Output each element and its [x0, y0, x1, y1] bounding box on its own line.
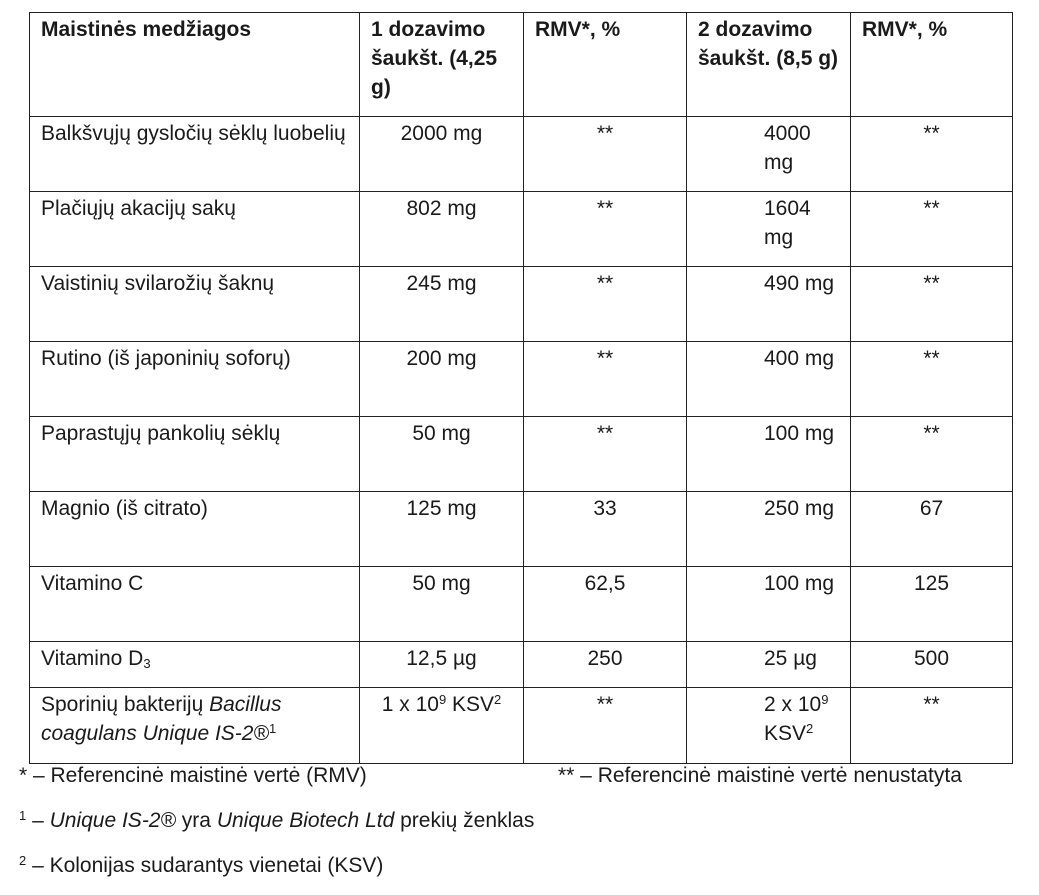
rmv-1-value: **	[524, 342, 687, 417]
table-row	[30, 417, 1013, 492]
table-row	[30, 688, 1013, 764]
dose-2-value: 250 mg	[687, 492, 851, 567]
table-row	[30, 192, 1013, 267]
footnote-1	[19, 806, 534, 835]
nutrient-name	[30, 688, 360, 764]
dose-1-value: 50 mg	[360, 567, 524, 642]
rmv-1-value: **	[524, 192, 687, 267]
rmv-1-value: **	[524, 688, 687, 764]
nutrient-name: Plačiųjų akacijų sakų	[30, 192, 360, 267]
nutrient-name: Vaistinių svilarožių šaknų	[30, 267, 360, 342]
footnote-1-company: Unique Biotech Ltd	[216, 809, 395, 832]
note-rmv-not-set: ** – Referencinė maistinė vertė nenustatyta	[558, 764, 962, 787]
table-row	[30, 567, 1013, 642]
rmv-1-value: 62,5	[524, 567, 687, 642]
dose-2-exponent: 9	[821, 692, 829, 707]
footnote-1-dash: –	[26, 809, 50, 832]
header-rmv-1: RMV*, %	[524, 13, 687, 117]
header-dose-2: 2 dozavimo šaukšt. (8,5 g)	[687, 13, 851, 117]
dose-2-base: 2 x 10	[764, 693, 822, 716]
footnote-ref-2: 2	[806, 721, 814, 736]
dose-2-value: 4000 mg	[687, 117, 851, 192]
nutrient-name: Balkšvųjų gysločių sėklų luobelių	[30, 117, 360, 192]
nutrient-name: Rutino (iš japoninių soforų)	[30, 342, 360, 417]
dose-2-unit: KSV	[764, 722, 807, 745]
dose-1-exponent: 9	[438, 692, 447, 707]
rmv-1-value: **	[524, 267, 687, 342]
rmv-2-value: 125	[851, 567, 1013, 642]
dose-2-value: 400 mg	[687, 342, 851, 417]
footnote-ref-2: 2	[494, 692, 502, 707]
table-row	[30, 267, 1013, 342]
rmv-2-value: 67	[851, 492, 1013, 567]
rmv-2-value: **	[851, 267, 1013, 342]
note-rmv-definition: * – Referencinė maistinė vertė (RMV)	[19, 764, 367, 787]
footnote-1-brand: Unique IS-2®	[49, 809, 176, 832]
dose-1-value: 125 mg	[360, 492, 524, 567]
rmv-2-value: **	[851, 417, 1013, 492]
footnote-2-marker: 2	[19, 853, 27, 868]
rmv-2-value: **	[851, 688, 1013, 764]
dose-1-value: 802 mg	[360, 192, 524, 267]
nutrient-name: Magnio (iš citrato)	[30, 492, 360, 567]
footnote-ref-1: 1	[268, 721, 277, 736]
table-row	[30, 342, 1013, 417]
nutrient-name: Vitamino C	[30, 567, 360, 642]
spore-label-italic: Bacillus coagulans Unique IS-2®	[41, 693, 282, 745]
header-rmv-2: RMV*, %	[851, 13, 1013, 117]
nutrient-name: Paprastųjų pankolių sėklų	[30, 417, 360, 492]
dose-1-value	[360, 688, 524, 764]
table-header-row	[30, 13, 1013, 117]
dose-2-value: 490 mg	[687, 267, 851, 342]
dose-1-base: 1 x 10	[381, 693, 439, 716]
footnote-1-marker: 1	[19, 808, 27, 823]
header-nutrients: Maistinės medžiagos	[30, 13, 360, 117]
rmv-2-value: 500	[851, 642, 1013, 688]
dose-1-value: 200 mg	[360, 342, 524, 417]
dose-2-value: 100 mg	[687, 567, 851, 642]
table-row	[30, 492, 1013, 567]
table-row	[30, 642, 1013, 688]
dose-2-value: 1604 mg	[687, 192, 851, 267]
vitamin-d-label: Vitamino D	[41, 647, 144, 670]
rmv-1-value: 33	[524, 492, 687, 567]
vitamin-d-subscript: 3	[143, 656, 151, 671]
footnote-2	[19, 851, 383, 880]
table-row	[30, 117, 1013, 192]
dose-2-value: 100 mg	[687, 417, 851, 492]
dose-1-value: 50 mg	[360, 417, 524, 492]
rmv-1-value: **	[524, 117, 687, 192]
spore-label-plain: Sporinių bakterijų	[41, 693, 210, 716]
footnote-1-mid: yra	[175, 809, 217, 832]
nutrition-table	[29, 12, 1013, 764]
dose-1-value: 2000 mg	[360, 117, 524, 192]
dose-2-value: 25 µg	[687, 642, 851, 688]
nutrient-name	[30, 642, 360, 688]
rmv-2-value: **	[851, 117, 1013, 192]
footnote-2-text: – Kolonijas sudarantys vienetai (KSV)	[26, 854, 384, 877]
header-dose-1: 1 dozavimo šaukšt. (4,25 g)	[360, 13, 524, 117]
dose-1-unit: KSV	[446, 693, 495, 716]
footnote-1-end: prekių ženklas	[394, 809, 535, 832]
rmv-1-value: **	[524, 417, 687, 492]
rmv-2-value: **	[851, 192, 1013, 267]
dose-1-value: 12,5 µg	[360, 642, 524, 688]
dose-1-value: 245 mg	[360, 267, 524, 342]
rmv-2-value: **	[851, 342, 1013, 417]
rmv-1-value: 250	[524, 642, 687, 688]
dose-2-value	[687, 688, 851, 764]
